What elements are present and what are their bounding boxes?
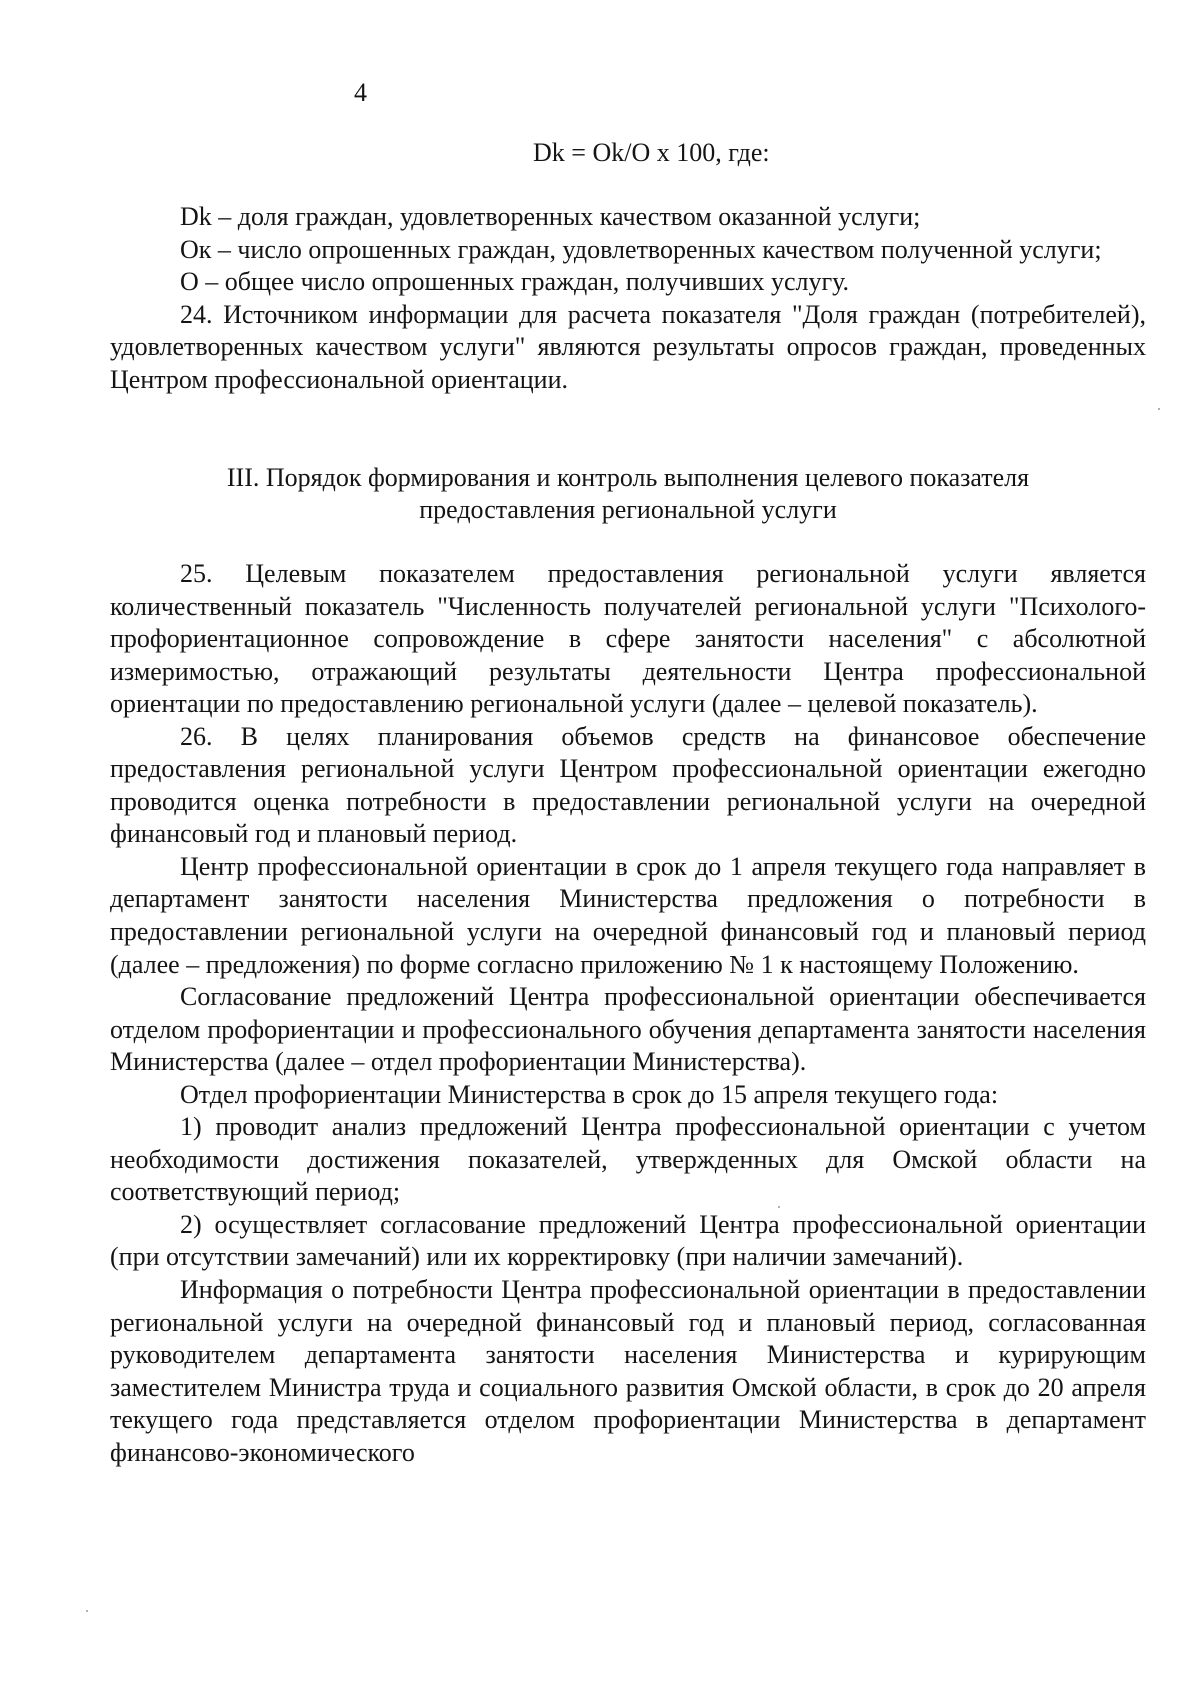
definition-ok: Ок – число опрошенных граждан, удовлетворенных качеством полученной услуги; (180, 234, 1102, 264)
section-heading-line1: III. Порядок формирования и контроль выполнения целевого показателя (226, 463, 1030, 492)
definitions-block (110, 201, 1146, 396)
paragraph-center-deadline: Центр профессиональной ориентации в срок до 1 апреля текущего года направляет в департамент занятости населения Министерства предложения о потребности в предоставлении региональной услуги на очередной финансовый год и плановый период (далее – предложения) по форме согласно приложению № 1 к настоящему Положению. (110, 851, 1146, 979)
paragraph-department-deadline: Отдел профориентации Министерства в срок до 15 апреля текущего года: (180, 1079, 999, 1109)
list-item-2: 2) осуществляет согласование предложений Центра профессиональной ориентации (при отсутствии замечаний) или их корректировку (при наличии замечаний). (110, 1209, 1146, 1272)
paragraph-24: 24. Источником информации для расчета показателя "Доля граждан (потребителей), удовлетворенных качеством услуги" являются результаты опросов граждан, проведенных Центром профессиональной ориентации. (110, 299, 1146, 394)
definition-dk: Dk – доля граждан, удовлетворенных качеством оказанной услуги; (180, 202, 921, 231)
formula: Dk = Ok/O x 100, где: (533, 138, 770, 167)
page-number: 4 (354, 78, 367, 107)
scan-speck (1158, 408, 1160, 410)
paragraph-26: 26. В целях планирования объемов средств на финансовое обеспечение предоставления региональной услуги Центром профессиональной ориентации ежегодно проводится оценка потребности в предоставлении региональной услуги на очередной финансовый год и плановый период. (110, 721, 1146, 849)
section-body (110, 558, 1146, 1469)
paragraph-25: 25. Целевым показателем предоставления региональной услуги является количественный показатель "Численность получателей региональной услуги "Психолого-профориентационное сопровождение в сфере занятости населения" с абсолютной измеримостью, отражающий результаты деятельности Центра профессиональной ориентации по предоставлению региональной услуги (далее – целевой показатель). (110, 559, 1146, 719)
list-item-1: 1) проводит анализ предложений Центра профессиональной ориентации с учетом необходимости достижения показателей, утвержденных для Омской области на соответствующий период; (110, 1112, 1146, 1207)
scan-speck (778, 1206, 780, 1208)
section-heading-line2: предоставления региональной услуги (419, 495, 837, 524)
definition-o: О – общее число опрошенных граждан, получивших услугу. (180, 267, 850, 297)
paragraph-information: Информация о потребности Центра профессиональной ориентации в предоставлении региональной услуги на очередной финансовый год и плановый период, согласованная руководителем департамента занятости населения Министерства и курирующим заместителем Министра труда и социального развития Омской области, в срок до 20 апреля текущего года представляется отделом профориентации Министерства в департамент финансово-экономического (110, 1275, 1146, 1467)
scan-speck (86, 1610, 88, 1612)
section-heading (110, 462, 1146, 526)
paragraph-approval: Согласование предложений Центра профессиональной ориентации обеспечивается отделом профориентации и профессионального обучения департамента занятости населения Министерства (далее – отдел профориентации Министерства). (110, 982, 1146, 1077)
